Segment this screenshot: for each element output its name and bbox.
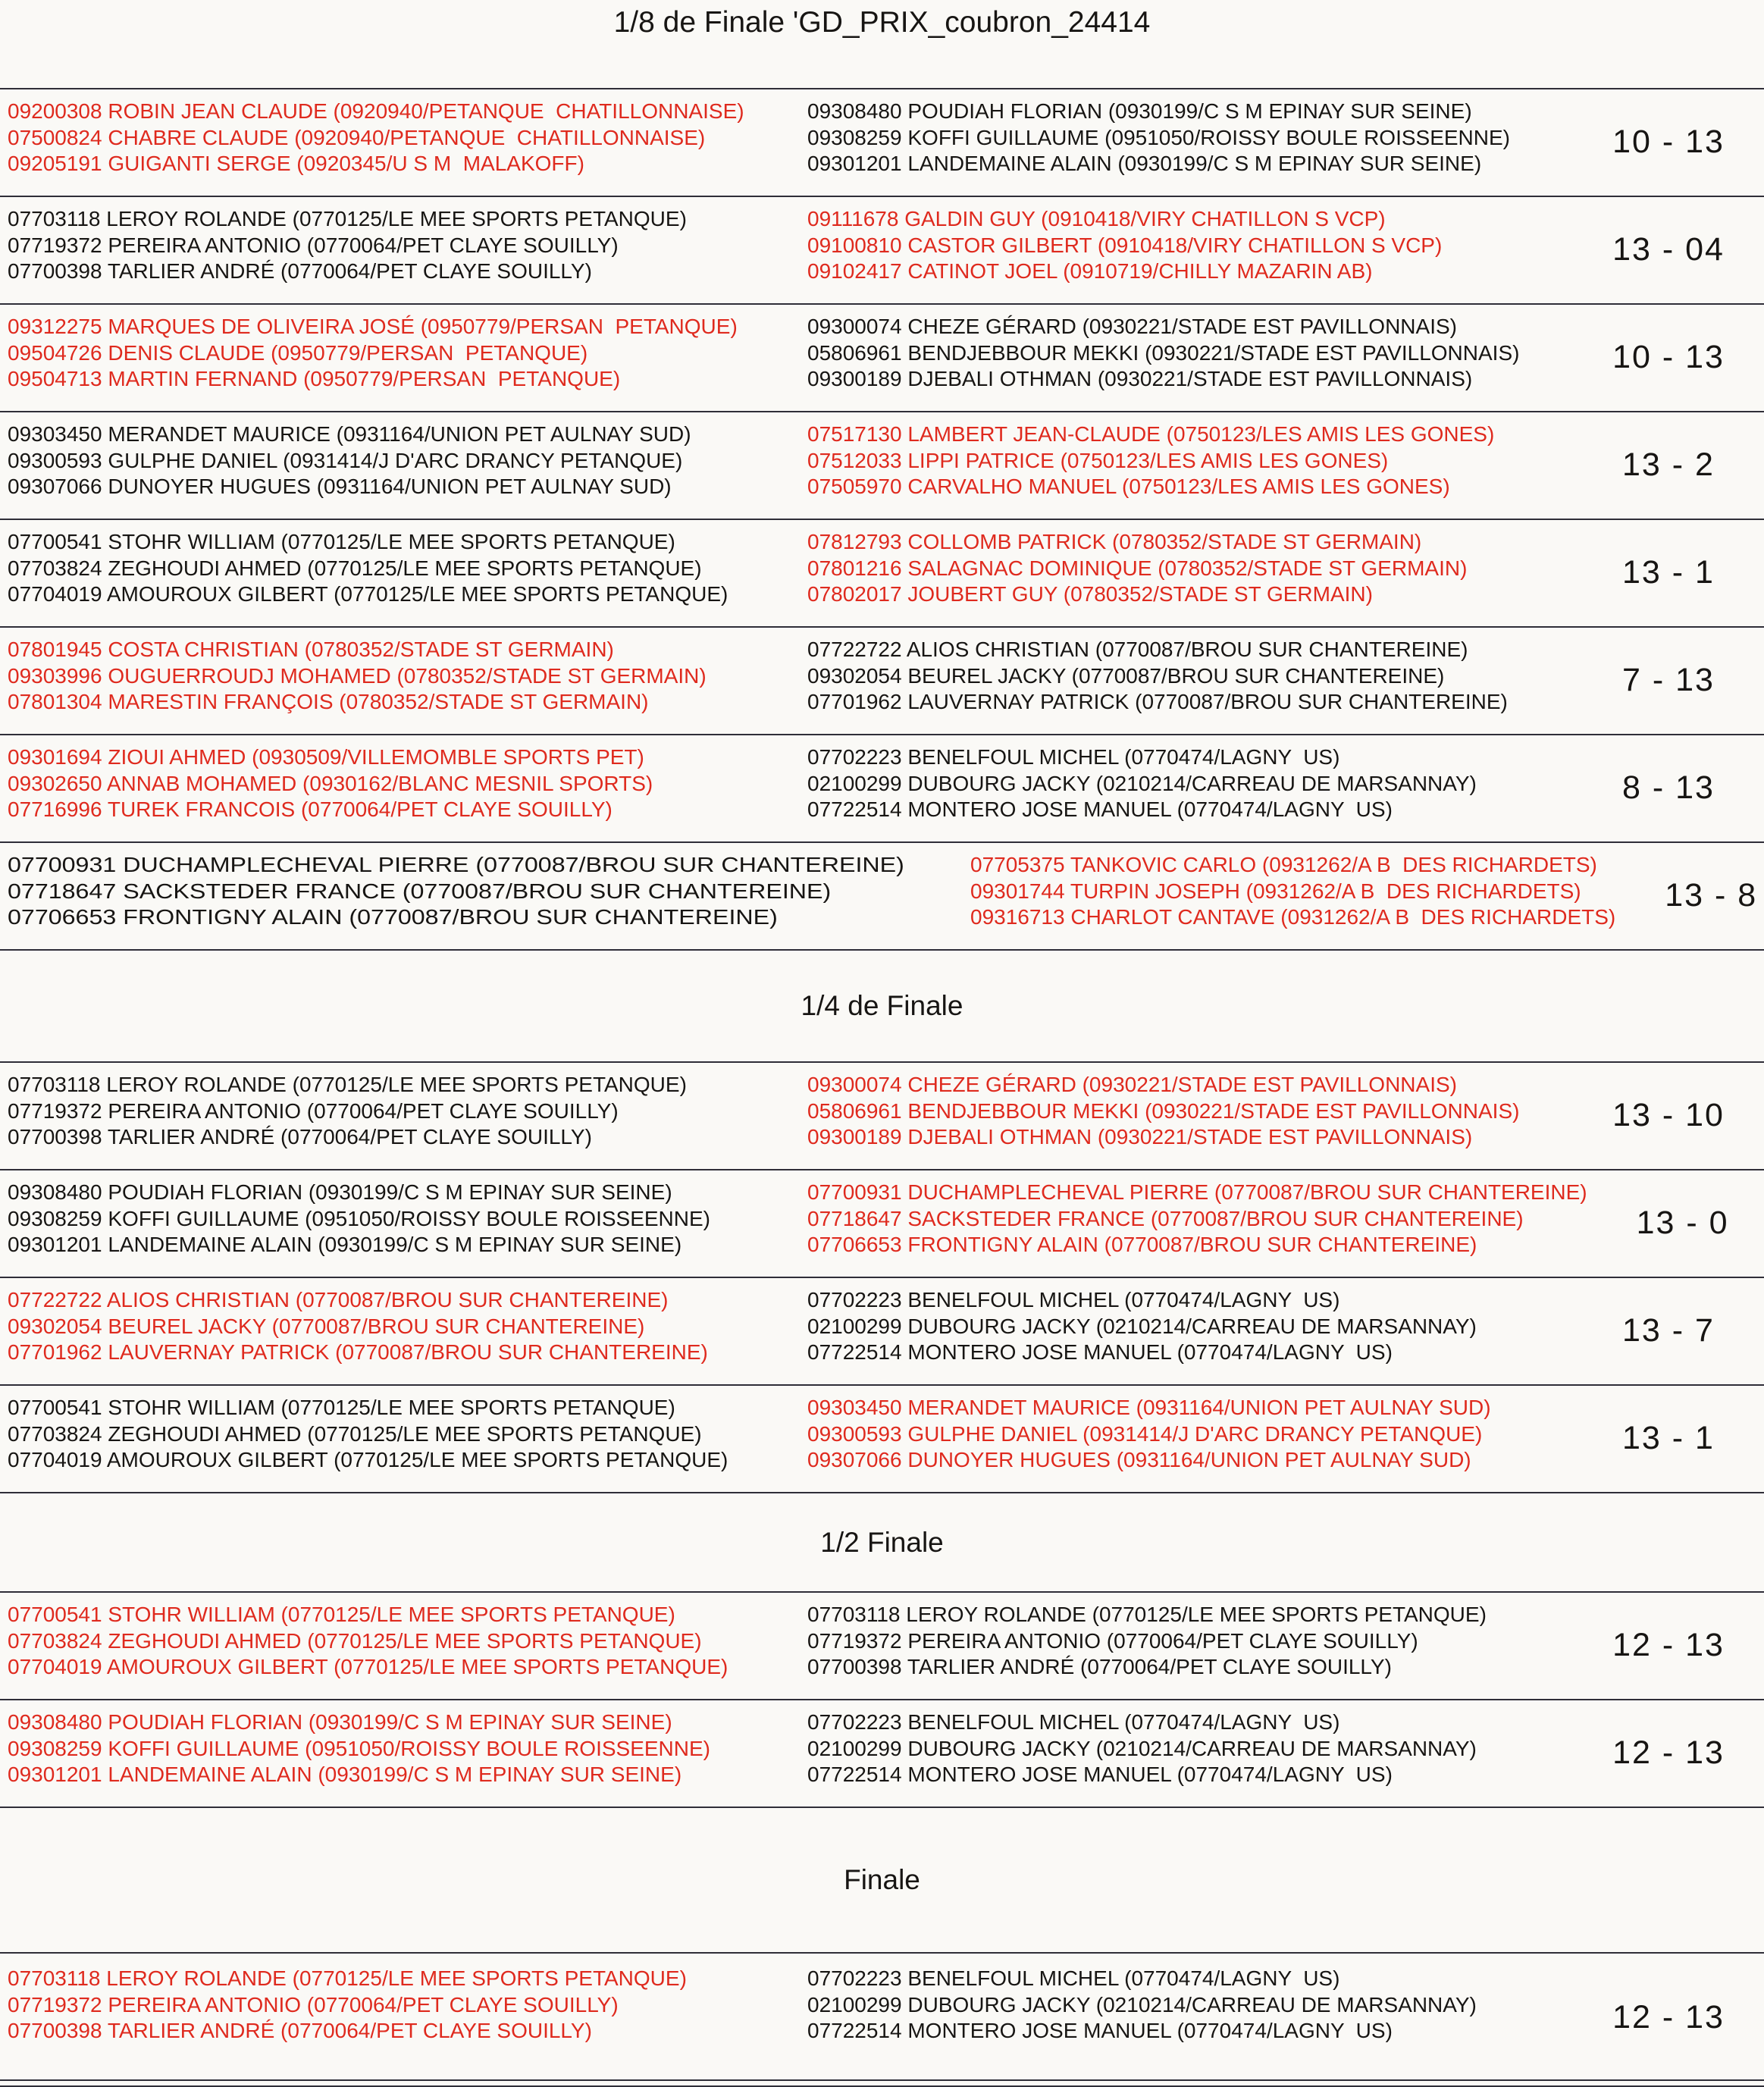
- player-line: 09307066 DUNOYER HUGUES (0931164/UNION PET AULNAY SUD): [807, 1448, 1471, 1471]
- player-line: 09301694 ZIOUI AHMED (0930509/VILLEMOMBLE SPORTS PET): [8, 745, 644, 769]
- player-line: 07703118 LEROY ROLANDE (0770125/LE MEE SPORTS PETANQUE): [8, 207, 687, 230]
- player-line: 09504713 MARTIN FERNAND (0950779/PERSAN PETANQUE): [8, 367, 621, 390]
- player-line: 07719372 PEREIRA ANTONIO (0770064/PET CLAYE SOUILLY): [8, 1992, 619, 2016]
- player-line: 09102417 CATINOT JOEL (0910719/CHILLY MAZARIN AB): [807, 259, 1373, 283]
- player-line: 02100299 DUBOURG JACKY (0210214/CARREAU DE MARSANNAY): [807, 1992, 1477, 2016]
- player-line: 07801304 MARESTIN FRANÇOIS (0780352/STADE ST GERMAIN): [8, 690, 649, 713]
- player-line: 07722722 ALIOS CHRISTIAN (0770087/BROU SUR CHANTEREINE): [8, 1288, 669, 1311]
- player-line: 07703824 ZEGHOUDI AHMED (0770125/LE MEE SPORTS PETANQUE): [8, 556, 702, 580]
- player-line: 09301201 LANDEMAINE ALAIN (0930199/C S M EPINAY SUR SEINE): [8, 1763, 682, 1786]
- section-title-final: Finale: [0, 1808, 1764, 1954]
- player-line: 07505970 CARVALHO MANUEL (0750123/LES AMIS LES GONES): [807, 475, 1450, 498]
- match-score: 10 - 13: [1612, 338, 1725, 375]
- player-line: 09303996 OUGUERROUDJ MOHAMED (0780352/STADE ST GERMAIN): [8, 663, 707, 688]
- player-line: 07500824 CHABRE CLAUDE (0920940/PETANQUE CHATILLONNAISE): [8, 125, 706, 149]
- player-line: 07719372 PEREIRA ANTONIO (0770064/PET CLAYE SOUILLY): [8, 233, 619, 257]
- player-line: 09308259 KOFFI GUILLAUME (0951050/ROISSY BOULE ROISSEENNE): [8, 1206, 710, 1230]
- team-right: [807, 99, 1573, 196]
- player-line: 07700931 DUCHAMPLECHEVAL PIERRE (0770087/BROU SUR CHANTEREINE): [8, 853, 904, 876]
- player-line: 07512033 LIPPI PATRICE (0750123/LES AMIS LES GONES): [807, 448, 1389, 472]
- section-title-quarterfinal: 1/4 de Finale: [0, 951, 1764, 1063]
- player-line: 09100810 CASTOR GILBERT (0910418/VIRY CHATILLON S VCP): [807, 233, 1443, 257]
- team-right: [807, 314, 1573, 411]
- team-right: [807, 1709, 1573, 1807]
- match-row: [0, 1170, 1764, 1278]
- team-right: [807, 637, 1573, 734]
- player-line: 09302054 BEUREL JACKY (0770087/BROU SUR CHANTEREINE): [8, 1314, 645, 1338]
- player-line: 05806961 BENDJEBBOUR MEKKI (0930221/STADE EST PAVILLONNAIS): [807, 1098, 1520, 1123]
- match-row: [0, 1386, 1764, 1493]
- team-right: [807, 1287, 1573, 1384]
- player-line: 09200308 ROBIN JEAN CLAUDE (0920940/PETANQUE CHATILLONNAISE): [8, 99, 744, 123]
- player-line: 09307066 DUNOYER HUGUES (0931164/UNION PET AULNAY SUD): [8, 475, 672, 498]
- player-line: 07705375 TANKOVIC CARLO (0931262/A B DES RICHARDETS): [970, 853, 1597, 876]
- team-right: [807, 1395, 1573, 1492]
- player-line: 09308259 KOFFI GUILLAUME (0951050/ROISSY BOULE ROISSEENNE): [807, 125, 1510, 149]
- player-line: 07700398 TARLIER ANDRÉ (0770064/PET CLAYE SOUILLY): [8, 259, 592, 283]
- team-right: [970, 852, 1615, 949]
- player-line: 07722514 MONTERO JOSE MANUEL (0770474/LAGNY US): [807, 2019, 1393, 2042]
- team-left: [0, 529, 807, 626]
- team-left: [0, 1180, 807, 1277]
- player-line: 09302650 ANNAB MOHAMED (0930162/BLANC MESNIL SPORTS): [8, 771, 653, 795]
- player-line: 09300593 GULPHE DANIEL (0931414/J D'ARC DRANCY PETANQUE): [807, 1421, 1483, 1446]
- player-line: 07703824 ZEGHOUDI AHMED (0770125/LE MEE SPORTS PETANQUE): [8, 1628, 702, 1653]
- player-line: 07722514 MONTERO JOSE MANUEL (0770474/LAGNY US): [807, 1340, 1393, 1364]
- match-row: [0, 89, 1764, 197]
- player-line: 07702223 BENELFOUL MICHEL (0770474/LAGNY US): [807, 745, 1340, 769]
- match-row: [0, 520, 1764, 628]
- match-row: [0, 1063, 1764, 1170]
- team-right: [807, 421, 1573, 519]
- player-line: 02100299 DUBOURG JACKY (0210214/CARREAU DE MARSANNAY): [807, 1314, 1477, 1338]
- match-row: [0, 843, 1764, 951]
- player-line: 09303450 MERANDET MAURICE (0931164/UNION PET AULNAY SUD): [8, 422, 691, 446]
- player-line: 07700931 DUCHAMPLECHEVAL PIERRE (0770087/BROU SUR CHANTEREINE): [807, 1180, 1587, 1204]
- player-line: 07706653 FRONTIGNY ALAIN (0770087/BROU SUR CHANTEREINE): [807, 1233, 1477, 1256]
- team-right: [807, 529, 1573, 626]
- section-title-semifinal: 1/2 Finale: [0, 1493, 1764, 1593]
- player-line: 07703118 LEROY ROLANDE (0770125/LE MEE SPORTS PETANQUE): [8, 1073, 687, 1096]
- match-score: 13 - 1: [1622, 1419, 1715, 1456]
- player-line: 09300189 DJEBALI OTHMAN (0930221/STADE EST PAVILLONNAIS): [807, 367, 1473, 390]
- player-line: 09301744 TURPIN JOSEPH (0931262/A B DES RICHARDETS): [970, 879, 1581, 903]
- player-line: 07722514 MONTERO JOSE MANUEL (0770474/LAGNY US): [807, 798, 1393, 821]
- team-left: [0, 1287, 807, 1384]
- page-title: 1/8 de Finale 'GD_PRIX_coubron_24414: [0, 0, 1764, 89]
- page-bottom-rule: [0, 2081, 1764, 2087]
- player-line: 07700541 STOHR WILLIAM (0770125/LE MEE SPORTS PETANQUE): [8, 1603, 675, 1626]
- match-score: 10 - 13: [1612, 123, 1725, 160]
- player-line: 09302054 BEUREL JACKY (0770087/BROU SUR CHANTEREINE): [807, 663, 1445, 688]
- player-line: 07700398 TARLIER ANDRÉ (0770064/PET CLAYE SOUILLY): [8, 1125, 592, 1148]
- player-line: 02100299 DUBOURG JACKY (0210214/CARREAU DE MARSANNAY): [807, 771, 1477, 795]
- player-line: 07700541 STOHR WILLIAM (0770125/LE MEE SPORTS PETANQUE): [8, 530, 675, 553]
- team-left: [0, 637, 807, 734]
- player-line: 09300074 CHEZE GÉRARD (0930221/STADE EST PAVILLONNAIS): [807, 315, 1457, 338]
- team-right: [807, 206, 1573, 303]
- team-left: [0, 1395, 807, 1492]
- player-line: 07812793 COLLOMB PATRICK (0780352/STADE ST GERMAIN): [807, 530, 1422, 553]
- player-line: 09308259 KOFFI GUILLAUME (0951050/ROISSY BOULE ROISSEENNE): [8, 1736, 710, 1760]
- player-line: 07517130 LAMBERT JEAN-CLAUDE (0750123/LES AMIS LES GONES): [807, 422, 1495, 446]
- player-line: 07719372 PEREIRA ANTONIO (0770064/PET CLAYE SOUILLY): [807, 1628, 1418, 1653]
- match-row: [0, 628, 1764, 735]
- team-right: [807, 744, 1573, 841]
- match-score: 13 - 04: [1612, 230, 1725, 268]
- player-line: 07702223 BENELFOUL MICHEL (0770474/LAGNY US): [807, 1966, 1340, 1990]
- player-line: 07719372 PEREIRA ANTONIO (0770064/PET CLAYE SOUILLY): [8, 1098, 619, 1123]
- player-line: 07801216 SALAGNAC DOMINIQUE (0780352/STADE ST GERMAIN): [807, 556, 1468, 580]
- team-left: [0, 1709, 807, 1807]
- player-line: 07722722 ALIOS CHRISTIAN (0770087/BROU SUR CHANTEREINE): [807, 638, 1468, 661]
- team-left: [0, 1602, 807, 1699]
- player-line: 07718647 SACKSTEDER FRANCE (0770087/BROU SUR CHANTEREINE): [807, 1206, 1524, 1230]
- team-left: [0, 1966, 807, 2079]
- player-line: 09316713 CHARLOT CANTAVE (0931262/A B DES RICHARDETS): [970, 905, 1616, 929]
- match-row: [0, 1593, 1764, 1700]
- player-line: 05806961 BENDJEBBOUR MEKKI (0930221/STADE EST PAVILLONNAIS): [807, 340, 1520, 365]
- player-line: 07718647 SACKSTEDER FRANCE (0770087/BROU SUR CHANTEREINE): [8, 879, 832, 903]
- player-line: 09308480 POUDIAH FLORIAN (0930199/C S M EPINAY SUR SEINE): [8, 1710, 672, 1734]
- team-right: [807, 1966, 1573, 2079]
- player-line: 07701962 LAUVERNAY PATRICK (0770087/BROU SUR CHANTEREINE): [8, 1340, 708, 1364]
- match-score: 7 - 13: [1622, 661, 1715, 698]
- player-line: 09504726 DENIS CLAUDE (0950779/PERSAN PETANQUE): [8, 340, 588, 365]
- player-line: 02100299 DUBOURG JACKY (0210214/CARREAU DE MARSANNAY): [807, 1736, 1477, 1760]
- player-line: 09300074 CHEZE GÉRARD (0930221/STADE EST PAVILLONNAIS): [807, 1073, 1457, 1096]
- match-row: [0, 197, 1764, 305]
- player-line: 09300189 DJEBALI OTHMAN (0930221/STADE EST PAVILLONNAIS): [807, 1125, 1473, 1148]
- player-line: 09111678 GALDIN GUY (0910418/VIRY CHATILLON S VCP): [807, 207, 1386, 230]
- team-left: [0, 421, 807, 519]
- player-line: 07700541 STOHR WILLIAM (0770125/LE MEE SPORTS PETANQUE): [8, 1396, 675, 1419]
- player-line: 07801945 COSTA CHRISTIAN (0780352/STADE ST GERMAIN): [8, 638, 614, 661]
- match-row: [0, 305, 1764, 412]
- match-row: [0, 1278, 1764, 1386]
- player-line: 07702223 BENELFOUL MICHEL (0770474/LAGNY US): [807, 1288, 1340, 1311]
- match-score: 12 - 13: [1612, 1734, 1725, 1771]
- player-line: 07704019 AMOUROUX GILBERT (0770125/LE MEE SPORTS PETANQUE): [8, 582, 728, 606]
- match-row: [0, 1954, 1764, 2081]
- player-line: 09312275 MARQUES DE OLIVEIRA JOSÉ (0950779/PERSAN PETANQUE): [8, 315, 738, 338]
- player-line: 07701962 LAUVERNAY PATRICK (0770087/BROU SUR CHANTEREINE): [807, 690, 1508, 713]
- player-line: 07704019 AMOUROUX GILBERT (0770125/LE MEE SPORTS PETANQUE): [8, 1448, 728, 1471]
- match-score: 13 - 10: [1612, 1096, 1725, 1133]
- player-line: 09308480 POUDIAH FLORIAN (0930199/C S M EPINAY SUR SEINE): [807, 99, 1472, 123]
- player-line: 07722514 MONTERO JOSE MANUEL (0770474/LAGNY US): [807, 1763, 1393, 1786]
- match-score: 12 - 13: [1612, 1626, 1725, 1663]
- match-row: [0, 735, 1764, 843]
- team-left: [0, 314, 807, 411]
- player-line: 07700398 TARLIER ANDRÉ (0770064/PET CLAYE SOUILLY): [807, 1655, 1392, 1678]
- team-left: [0, 1072, 807, 1169]
- team-left: [0, 206, 807, 303]
- team-right: [807, 1602, 1573, 1699]
- player-line: 09300593 GULPHE DANIEL (0931414/J D'ARC DRANCY PETANQUE): [8, 448, 683, 472]
- team-right: [807, 1180, 1587, 1277]
- player-line: 07802017 JOUBERT GUY (0780352/STADE ST GERMAIN): [807, 582, 1373, 606]
- match-score: 13 - 8: [1665, 876, 1758, 913]
- player-line: 09301201 LANDEMAINE ALAIN (0930199/C S M EPINAY SUR SEINE): [8, 1233, 682, 1256]
- match-score: 13 - 0: [1636, 1204, 1729, 1241]
- match-row: [0, 1700, 1764, 1808]
- match-row: [0, 412, 1764, 520]
- match-score: 13 - 2: [1622, 446, 1715, 483]
- match-score: 13 - 7: [1622, 1311, 1715, 1349]
- player-line: 07700398 TARLIER ANDRÉ (0770064/PET CLAYE SOUILLY): [8, 2019, 592, 2042]
- player-line: 07703824 ZEGHOUDI AHMED (0770125/LE MEE SPORTS PETANQUE): [8, 1421, 702, 1446]
- team-right: [807, 1072, 1573, 1169]
- player-line: 07703118 LEROY ROLANDE (0770125/LE MEE SPORTS PETANQUE): [8, 1966, 687, 1990]
- match-score: 8 - 13: [1622, 769, 1715, 806]
- player-line: 09303450 MERANDET MAURICE (0931164/UNION PET AULNAY SUD): [807, 1396, 1491, 1419]
- match-score: 13 - 1: [1622, 553, 1715, 591]
- player-line: 07703118 LEROY ROLANDE (0770125/LE MEE SPORTS PETANQUE): [807, 1603, 1487, 1626]
- player-line: 07716996 TUREK FRANCOIS (0770064/PET CLAYE SOUILLY): [8, 798, 613, 821]
- team-left: [0, 99, 807, 196]
- player-line: 09308480 POUDIAH FLORIAN (0930199/C S M EPINAY SUR SEINE): [8, 1180, 672, 1204]
- player-line: 09301201 LANDEMAINE ALAIN (0930199/C S M EPINAY SUR SEINE): [807, 152, 1482, 175]
- match-score: 12 - 13: [1612, 1998, 1725, 2035]
- team-left: [0, 852, 904, 949]
- player-line: 07706653 FRONTIGNY ALAIN (0770087/BROU SUR CHANTEREINE): [8, 905, 778, 929]
- player-line: 07702223 BENELFOUL MICHEL (0770474/LAGNY US): [807, 1710, 1340, 1734]
- player-line: 09205191 GUIGANTI SERGE (0920345/U S M MALAKOFF): [8, 152, 584, 175]
- player-line: 07704019 AMOUROUX GILBERT (0770125/LE MEE SPORTS PETANQUE): [8, 1655, 728, 1678]
- team-left: [0, 744, 807, 841]
